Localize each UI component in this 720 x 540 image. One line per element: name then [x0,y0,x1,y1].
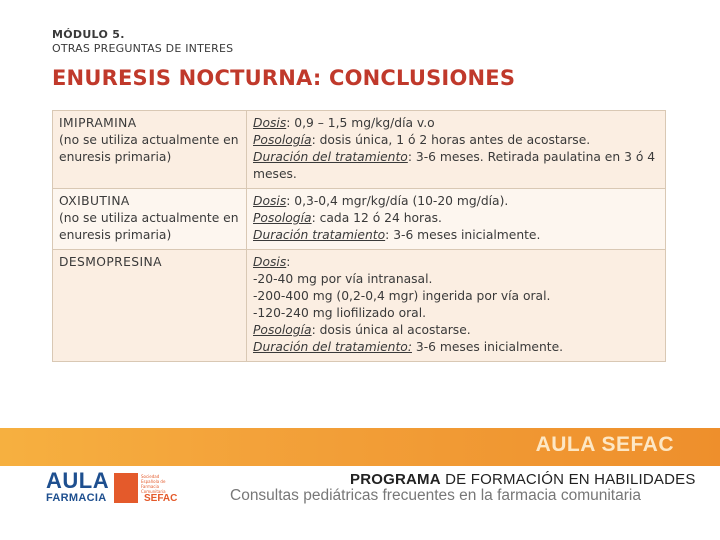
page-title: ENURESIS NOCTURNA: CONCLUSIONES [52,66,516,90]
duracion-value: 3-6 meses inicialmente. [411,340,564,354]
dosis-value: : 0,3-0,4 mgr/kg/día (10-20 mg/día). [286,194,509,208]
dosis-label: Dosis [253,255,287,269]
duracion-line [253,149,659,183]
drug-note: (no se utiliza actualmente en enuresis primaria) [59,133,239,164]
aula-farmacia-logo [46,468,110,508]
table-row [53,250,666,362]
dosis-line [253,254,659,271]
dosis-label: Dosis [253,194,287,208]
drug-cell [53,189,247,250]
posologia-line [253,322,659,339]
posologia-label: Posología [253,211,312,225]
duracion-label: Duración tratamiento [253,228,386,242]
posologia-value: : cada 12 ó 24 horas. [311,211,442,225]
treatment-table [52,110,666,362]
drug-cell [53,250,247,362]
sefac-logo [114,473,176,509]
dosis-value: : 0,9 – 1,5 mg/kg/día v.o [286,116,435,130]
posologia-value: : dosis única al acostarse. [311,323,471,337]
sefac-word: SEFAC [144,493,178,504]
duracion-label: Duración del tratamiento [253,150,408,164]
posologia-line [253,132,659,149]
module-subtitle: OTRAS PREGUNTAS DE INTERES [52,42,234,55]
duracion-line [253,227,659,244]
detail-cell [247,250,666,362]
duracion-label: Duración del tratamiento: [253,340,412,354]
duracion-value: : 3-6 meses inicialmente. [385,228,541,242]
dose-option: -20-40 mg por vía intranasal. [253,272,433,286]
program-rest: DE FORMACIÓN EN HABILIDADES [440,471,696,488]
drug-name: OXIBUTINA [59,194,130,208]
posologia-label: Posología [253,323,312,337]
dose-option: -120-240 mg liofilizado oral. [253,306,427,320]
logo-aula-text: AULA [46,468,110,493]
dosis-label: Dosis [253,116,287,130]
program-bold: PROGRAMA [350,471,441,488]
posologia-label: Posología [253,133,312,147]
table-row [53,189,666,250]
posologia-line [253,210,659,227]
dosis-value: : [286,255,291,269]
footer-brand: AULA SEFAC [535,433,674,456]
logo-farmacia-text: FARMACIA [46,492,107,504]
program-subtitle: Consultas pediátricas frecuentes en la farmacia comunitaria [230,487,641,504]
module-number: MÓDULO 5. [52,28,125,41]
duracion-value: : 3-6 meses. Retirada paulatina en 3 ó 4 meses. [253,150,656,181]
program-title [350,471,696,488]
dose-option: -200-400 mg (0,2-0,4 mgr) ingerida por vía oral. [253,289,551,303]
detail-cell [247,189,666,250]
dosis-line [253,193,659,210]
detail-cell [247,111,666,189]
table-row [53,111,666,189]
drug-note: (no se utiliza actualmente en enuresis primaria) [59,211,239,242]
drug-cell [53,111,247,189]
dosis-line [253,115,659,132]
sefac-emblem [114,473,138,503]
drug-name: IMIPRAMINA [59,116,137,130]
drug-name: DESMOPRESINA [59,255,162,269]
posologia-value: : dosis única, 1 ó 2 horas antes de acostarse. [311,133,591,147]
duracion-line [253,339,659,356]
sefac-society-text: Sociedad Española de Farmacia Comunitaria [141,474,166,494]
